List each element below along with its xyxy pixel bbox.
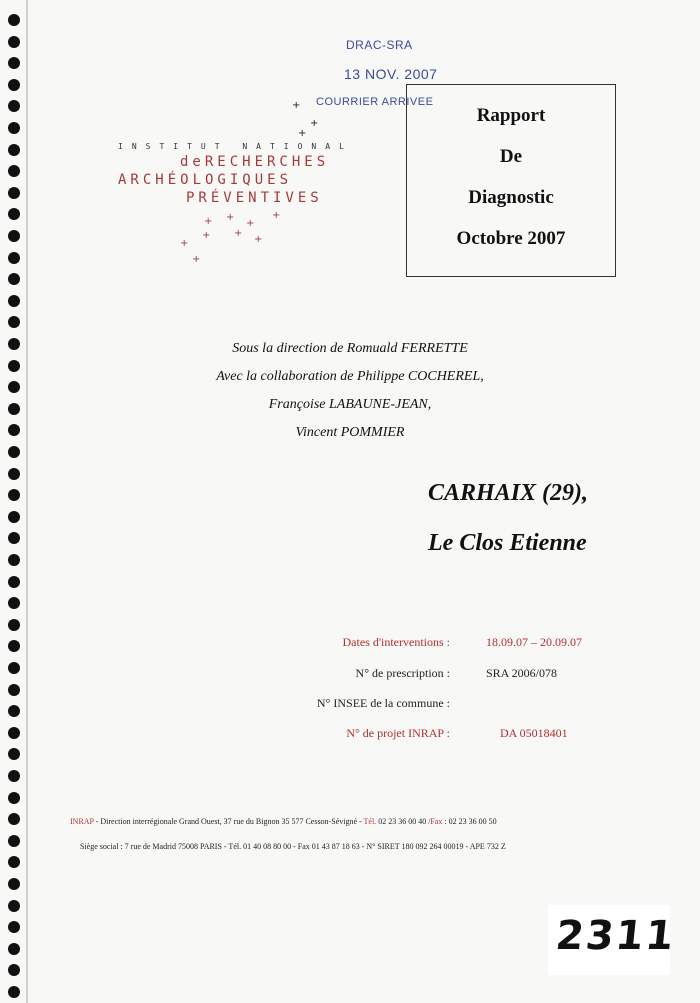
logo-cross-icon: + — [204, 216, 213, 227]
logo-cross-icon: + — [254, 234, 263, 245]
binding-hole — [8, 381, 20, 393]
binding-hole — [8, 943, 20, 955]
author-collaboration: Avec la collaboration de Philippe COCHEREL, — [216, 369, 484, 384]
footer-address — [70, 817, 497, 826]
title-date: Octobre 2007 — [456, 228, 566, 249]
report-title-box — [406, 84, 616, 277]
logo-cross-icon: + — [292, 100, 301, 111]
title-rapport: Rapport — [476, 105, 546, 126]
footer-tel-label: Tél. — [363, 817, 377, 826]
field-value-dates: 18.09.07 – 20.09.07 — [486, 635, 582, 649]
binding-hole — [8, 295, 20, 307]
field-value-prescription: SRA 2006/078 — [486, 666, 558, 680]
handwritten-number-label — [548, 905, 678, 975]
binding-hole — [8, 100, 20, 112]
binding-hole — [8, 144, 20, 156]
author-director: Sous la direction de Romuald FERRETTE — [232, 341, 468, 356]
binding-hole — [8, 748, 20, 760]
binding-hole — [8, 57, 20, 69]
binding-hole — [8, 360, 20, 372]
binding-hole — [8, 338, 20, 350]
binding-hole — [8, 403, 20, 415]
handwritten-number: 2311 — [553, 913, 678, 959]
binding-hole — [8, 792, 20, 804]
binding-hole — [8, 252, 20, 264]
binding-hole — [8, 878, 20, 890]
binding-hole — [8, 640, 20, 652]
site-name: CARHAIX (29), — [428, 480, 589, 506]
binding-hole — [8, 986, 20, 998]
binding-hole — [8, 532, 20, 544]
field-label-projet: N° de projet INRAP : — [346, 726, 450, 740]
footer-tel: 02 23 36 00 40 / — [376, 817, 431, 826]
logo-line-institut: INSTITUT NATIONAL — [118, 142, 353, 151]
logo-cross-icon: + — [310, 118, 319, 129]
binding-hole — [8, 316, 20, 328]
binding-hole — [8, 576, 20, 588]
logo-cross-icon: + — [180, 238, 189, 249]
binding-hole — [8, 468, 20, 480]
binding-hole — [8, 187, 20, 199]
author-collaborator-3: Vincent POMMIER — [295, 425, 405, 440]
binding-hole — [8, 511, 20, 523]
binding-hole — [8, 489, 20, 501]
footer-fax: : 02 23 36 00 50 — [442, 817, 497, 826]
logo-line-archeologiques: ARCHÉOLOGIQUES — [118, 172, 293, 188]
footer-direction: - Direction interrégionale Grand Ouest, 37 rue du Bignon 35 577 Cesson-Sévigné - — [93, 817, 364, 826]
binding-hole — [8, 727, 20, 739]
logo-cross-icon: + — [202, 230, 211, 241]
title-diagnostic: Diagnostic — [468, 187, 554, 208]
binding-hole — [8, 662, 20, 674]
logo-cross-icon: + — [192, 254, 201, 265]
title-de: De — [499, 146, 523, 167]
binding-hole — [8, 597, 20, 609]
binding-hole — [8, 921, 20, 933]
binding-hole — [8, 273, 20, 285]
logo-cross-icon: + — [226, 212, 235, 223]
binding-hole — [8, 813, 20, 825]
field-value-projet: DA 05018401 — [500, 726, 568, 740]
binding-hole — [8, 208, 20, 220]
author-collaborator-2: Françoise LABAUNE-JEAN, — [268, 397, 432, 412]
page-edge — [26, 0, 28, 1003]
stamp-mail: COURRIER ARRIVEE — [316, 96, 434, 108]
binding-hole — [8, 36, 20, 48]
binding-hole — [8, 705, 20, 717]
binding-hole — [8, 14, 20, 26]
field-label-prescription: N° de prescription : — [355, 666, 450, 680]
footer-inrap: INRAP — [70, 817, 94, 826]
logo-line-recherches: deRECHERCHES — [180, 154, 330, 170]
footer-fax-label: Fax — [430, 817, 443, 826]
binding-hole — [8, 165, 20, 177]
stamp-office: DRAC-SRA — [346, 38, 413, 52]
logo-cross-icon: + — [298, 128, 307, 139]
logo-line-preventives: PRÉVENTIVES — [186, 190, 323, 206]
field-label-insee: N° INSEE de la commune : — [316, 696, 450, 710]
spiral-binding — [0, 0, 28, 1003]
binding-hole — [8, 446, 20, 458]
binding-hole — [8, 230, 20, 242]
footer-siege: Siège social : 7 rue de Madrid 75008 PARIS - Tél. 01 40 08 80 00 - Fax 01 43 87 18 63 - N° SIRET 180 092 264 00019 - APE 732 Z — [80, 842, 506, 851]
binding-hole — [8, 770, 20, 782]
binding-hole — [8, 900, 20, 912]
binding-hole — [8, 856, 20, 868]
logo-cross-icon: + — [272, 210, 281, 221]
binding-hole — [8, 964, 20, 976]
logo-cross-icon: + — [246, 218, 255, 229]
binding-hole — [8, 424, 20, 436]
binding-hole — [8, 554, 20, 566]
field-label-dates: Dates d'interventions : — [342, 635, 450, 649]
binding-hole — [8, 619, 20, 631]
binding-hole — [8, 835, 20, 847]
binding-hole — [8, 79, 20, 91]
stamp-date: 13 NOV. 2007 — [344, 66, 438, 82]
site-place: Le Clos Etienne — [428, 530, 587, 556]
logo-cross-icon: + — [234, 228, 243, 239]
binding-hole — [8, 684, 20, 696]
binding-hole — [8, 122, 20, 134]
